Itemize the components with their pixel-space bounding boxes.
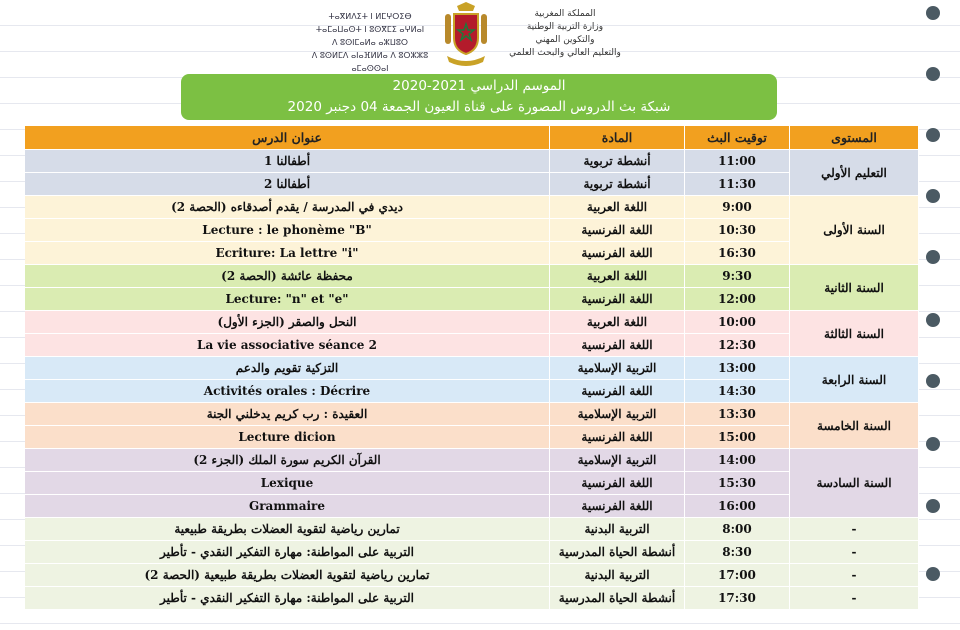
table-row: [25, 541, 919, 564]
arabic-header-line: المملكة المغربية: [534, 9, 596, 19]
broadcast-time-cell: 14:30: [685, 380, 790, 403]
binder-ring: [926, 67, 940, 81]
arabic-header-line: والتكوين المهني: [535, 35, 595, 45]
table-row: [25, 219, 919, 242]
level-cell: السنة الرابعة: [790, 357, 919, 403]
subject-cell: اللغة العربية: [550, 311, 685, 334]
table-row: [25, 334, 919, 357]
subject-cell: التربية البدنية: [550, 518, 685, 541]
broadcast-time-cell: 12:30: [685, 334, 790, 357]
lesson-title-cell: تمارين رياضية لتقوية العضلات بطريقة طبيعية: [25, 518, 550, 541]
lesson-title-cell: أطفالنا 2: [25, 173, 550, 196]
table-row: [25, 587, 919, 610]
broadcast-time-cell: 9:00: [685, 196, 790, 219]
level-cell: التعليم الأولي: [790, 150, 919, 196]
lesson-title-cell: أطفالنا 1: [25, 150, 550, 173]
subject-cell: اللغة العربية: [550, 265, 685, 288]
broadcast-time-cell: 10:30: [685, 219, 790, 242]
table-row: [25, 380, 919, 403]
broadcast-time-cell: 10:00: [685, 311, 790, 334]
broadcast-time-cell: 16:00: [685, 495, 790, 518]
subject-cell: اللغة الفرنسية: [550, 495, 685, 518]
schedule-title-banner: [181, 74, 777, 120]
table-row: [25, 495, 919, 518]
table-row: [25, 288, 919, 311]
binder-ring: [926, 567, 940, 581]
broadcast-time-cell: 16:30: [685, 242, 790, 265]
binder-ring: [926, 250, 940, 264]
table-header-row: [25, 126, 919, 150]
lesson-title-cell: Activités orales : Décrire: [25, 380, 550, 403]
lesson-title-cell: التزكية تقويم والدعم: [25, 357, 550, 380]
broadcast-time-cell: 9:30: [685, 265, 790, 288]
level-cell: -: [790, 564, 919, 587]
subject-cell: أنشطة تربوية: [550, 150, 685, 173]
subject-cell: أنشطة الحياة المدرسية: [550, 587, 685, 610]
subject-cell: التربية الإسلامية: [550, 357, 685, 380]
level-cell: السنة الخامسة: [790, 403, 919, 449]
lesson-title-cell: العقيدة : رب كريم يدخلني الجنة: [25, 403, 550, 426]
lesson-title-cell: النحل والصقر (الجزء الأول): [25, 311, 550, 334]
lesson-title-cell: Grammaire: [25, 495, 550, 518]
tifinagh-line: ⵜⴰⵎⴰⵡⴰⵙⵜ ⵏ ⵓⵙⴳⵎⵉ ⴰⵖⵍⴰⵏ: [315, 25, 425, 34]
subject-cell: اللغة الفرنسية: [550, 219, 685, 242]
ministry-header: [0, 0, 900, 72]
column-header-lesson: عنوان الدرس: [25, 126, 550, 150]
broadcast-time-cell: 11:30: [685, 173, 790, 196]
subject-cell: أنشطة الحياة المدرسية: [550, 541, 685, 564]
subject-cell: التربية البدنية: [550, 564, 685, 587]
table-row: [25, 449, 919, 472]
subject-cell: اللغة الفرنسية: [550, 380, 685, 403]
subject-cell: اللغة العربية: [550, 196, 685, 219]
level-cell: -: [790, 518, 919, 541]
table-row: [25, 311, 919, 334]
school-year-title: الموسم الدراسي 2021-2020: [392, 78, 566, 94]
binder-ring: [926, 313, 940, 327]
subject-cell: اللغة الفرنسية: [550, 426, 685, 449]
lesson-title-cell: ديدي في المدرسة / يقدم أصدقاءه (الحصة 2): [25, 196, 550, 219]
table-row: [25, 357, 919, 380]
level-cell: -: [790, 541, 919, 564]
binder-ring: [926, 189, 940, 203]
subject-cell: التربية الإسلامية: [550, 403, 685, 426]
broadcast-time-cell: 13:00: [685, 357, 790, 380]
level-cell: السنة السادسة: [790, 449, 919, 518]
binder-ring: [926, 374, 940, 388]
table-row: [25, 242, 919, 265]
tifinagh-ministry-name: [300, 10, 440, 75]
binder-ring: [926, 6, 940, 20]
table-row: [25, 150, 919, 173]
broadcast-time-cell: 15:30: [685, 472, 790, 495]
broadcast-time-cell: 11:00: [685, 150, 790, 173]
subject-cell: أنشطة تربوية: [550, 173, 685, 196]
subject-cell: اللغة الفرنسية: [550, 472, 685, 495]
subject-cell: اللغة الفرنسية: [550, 288, 685, 311]
table-row: [25, 196, 919, 219]
lesson-title-cell: التربية على المواطنة: مهارة التفكير النقدي - تأطير: [25, 541, 550, 564]
broadcast-time-cell: 12:00: [685, 288, 790, 311]
table-row: [25, 472, 919, 495]
table-row: [25, 173, 919, 196]
lesson-title-cell: تمارين رياضية لتقوية العضلات بطريقة طبيعية (الحصة 2): [25, 564, 550, 587]
lesson-title-cell: Lecture dicion: [25, 426, 550, 449]
level-cell: السنة الأولى: [790, 196, 919, 265]
broadcast-time-cell: 15:00: [685, 426, 790, 449]
broadcast-schedule-table: [25, 126, 919, 610]
broadcast-time-cell: 17:00: [685, 564, 790, 587]
level-cell: السنة الثالثة: [790, 311, 919, 357]
broadcast-time-cell: 8:30: [685, 541, 790, 564]
arabic-ministry-name: [500, 8, 630, 60]
column-header-subject: المادة: [550, 126, 685, 150]
broadcast-time-cell: 17:30: [685, 587, 790, 610]
tifinagh-line: ⵜⴰⴳⵍⴷⵉⵜ ⵏ ⵍⵎⵖⵔⵉⴱ: [328, 12, 412, 21]
schedule-body: [25, 150, 919, 610]
broadcast-time-cell: 14:00: [685, 449, 790, 472]
binder-rings: [926, 0, 942, 630]
table-row: [25, 426, 919, 449]
broadcast-schedule-title: شبكة بث الدروس المصورة على قناة العيون الجمعة 04 دجنبر 2020: [287, 99, 671, 115]
column-header-level: المستوى: [790, 126, 919, 150]
lesson-title-cell: التربية على المواطنة: مهارة التفكير النقدي - تأطير: [25, 587, 550, 610]
lesson-title-cell: Lecture: "n" et "e": [25, 288, 550, 311]
lesson-title-cell: Lexique: [25, 472, 550, 495]
column-header-time: توقيت البث: [685, 126, 790, 150]
lesson-title-cell: La vie associative séance 2: [25, 334, 550, 357]
broadcast-time-cell: 13:30: [685, 403, 790, 426]
lesson-title-cell: Lecture : le phonème "B": [25, 219, 550, 242]
table-row: [25, 564, 919, 587]
subject-cell: التربية الإسلامية: [550, 449, 685, 472]
lesson-title-cell: Ecriture: La lettre "i": [25, 242, 550, 265]
subject-cell: اللغة الفرنسية: [550, 334, 685, 357]
table-row: [25, 403, 919, 426]
level-cell: السنة الثانية: [790, 265, 919, 311]
lesson-title-cell: القرآن الكريم سورة الملك (الجزء 2): [25, 449, 550, 472]
table-row: [25, 518, 919, 541]
table-row: [25, 265, 919, 288]
subject-cell: اللغة الفرنسية: [550, 242, 685, 265]
moroccan-coat-of-arms-icon: [437, 2, 495, 68]
binder-ring: [926, 128, 940, 142]
arabic-header-line: وزارة التربية الوطنية: [526, 22, 604, 32]
level-cell: -: [790, 587, 919, 610]
binder-ring: [926, 499, 940, 513]
broadcast-time-cell: 8:00: [685, 518, 790, 541]
arabic-header-line: والتعليم العالي والبحث العلمي: [509, 48, 621, 58]
binder-ring: [926, 437, 940, 451]
lesson-title-cell: محفظة عائشة (الحصة 2): [25, 265, 550, 288]
tifinagh-line: ⴷ ⵓⵙⵍⵎⴷ ⴰⵏⴰⴼⵍⵍⴰ ⴷ ⵓⵔⵣⵣⵓ ⴰⵎⴰⵙⵙⴰⵏ: [311, 51, 429, 73]
tifinagh-line: ⴷ ⵓⵙⵏⵎⴰⵍⴰ ⴰⵣⵡⵓⵔ: [331, 38, 409, 47]
